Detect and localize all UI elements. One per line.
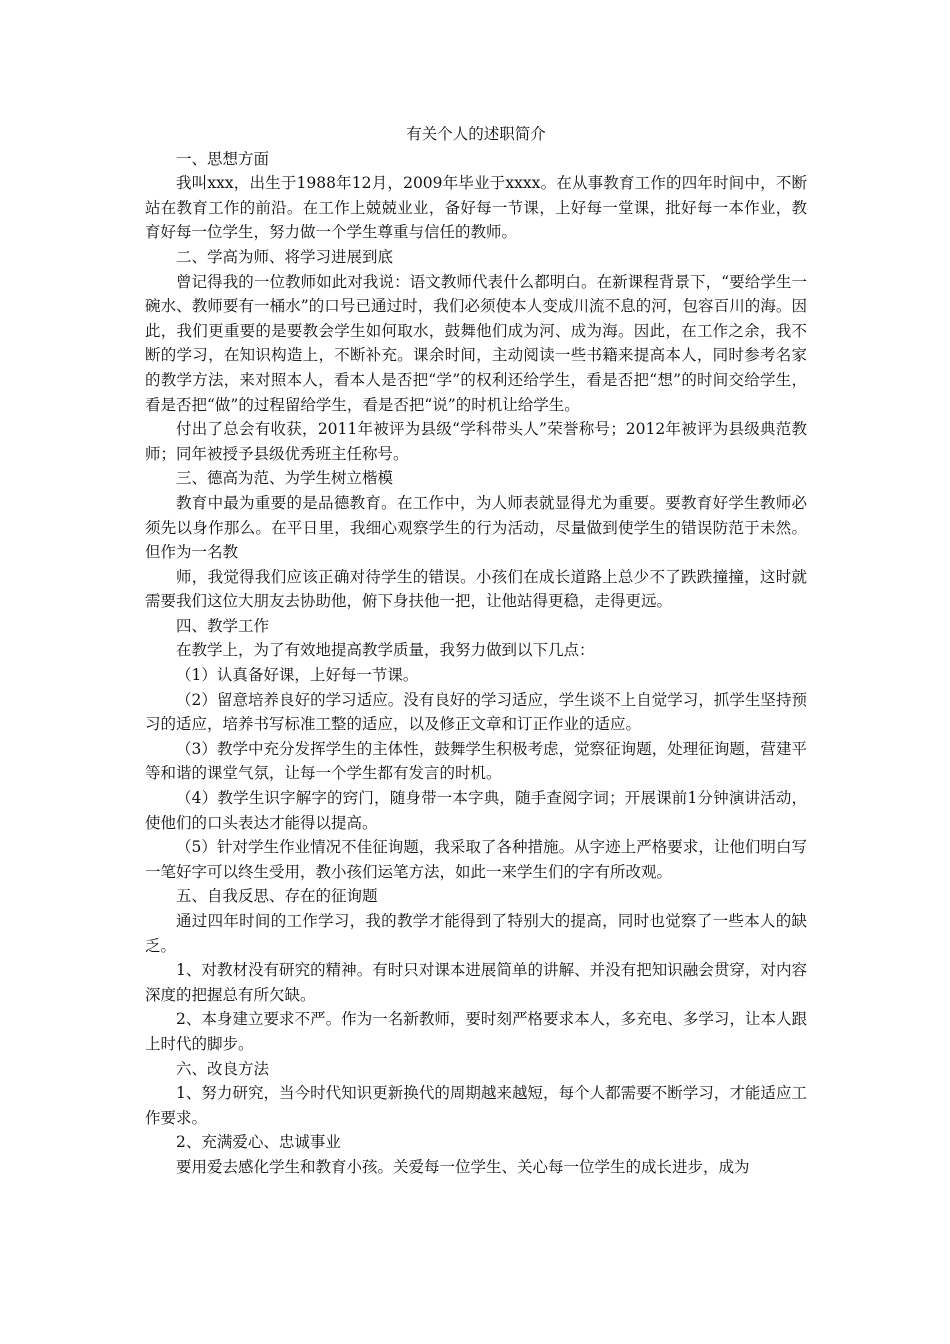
section-heading: 一、思想方面	[176, 149, 270, 168]
paragraph: 师，我觉得我们应该正确对待学生的错误。小孩们在成长道路上总少不了跌跌撞撞，这时就需要我们这位大朋友去协助他，俯下身扶他一把，让他站得更稳，走得更远。	[145, 567, 807, 611]
list-item: （4）教学生识字解字的窍门，随身带一本字典，随手查阅字词；开展课前1分钟演讲活动，使他们的口头表达才能得以提高。	[145, 789, 807, 832]
list-item: （2）留意培养良好的学习适应。没有良好的学习适应，学生谈不上自觉学习，抓学生坚持预习的适应，培养书写标准工整的适应，以及修正文章和订正作业的适应。	[145, 690, 807, 734]
paragraph: 要用爱去感化学生和教育小孩。关爱每一位学生、关心每一位学生的成长进步，成为	[176, 1157, 750, 1176]
paragraph: 我叫xxx，出生于1988年12月，2009年毕业于xxxx。在从事教育工作的四年时间中，不断站在教育工作的前沿。在工作上兢兢业业，备好每一节课，上好每一堂课，批好每一本作业，教育好每一位学生，努力做一个学生尊重与信任的教师。	[145, 174, 807, 242]
list-item: （3）教学中充分发挥学生的主体性，鼓舞学生积极考虑，觉察征询题，处理征询题，营建平等和谐的课堂气氛，让每一个学生都有发言的时机。	[145, 739, 807, 783]
section-heading: 三、德高为范、为学生树立楷模	[176, 469, 394, 488]
paragraph: 付出了总会有收获，2011年被评为县级“学科带头人”荣誉称号；2012年被评为县级典范教师；同年被授予县级优秀班主任称号。	[145, 420, 807, 463]
section-heading: 五、自我反思、存在的征询题	[176, 887, 378, 906]
paragraph: 2、本身建立要求不严。作为一名新教师，要时刻严格要求本人，多充电、多学习，让本人跟上时代的脚步。	[145, 1010, 807, 1053]
paragraph: 教育中最为重要的是品德教育。在工作中，为人师表就显得尤为重要。要教育好学生教师必须先以身作那么。在平日里，我细心观察学生的行为活动，尽量做到使学生的错误防范于未然。但作为一名教	[145, 493, 807, 562]
paragraph: 1、对教材没有研究的精神。有时只对课本进展简单的讲解、并没有把知识融会贯穿，对内容深度的把握总有所欠缺。	[145, 961, 807, 1004]
document-title: 有关个人的述职简介	[406, 125, 546, 143]
paragraph: 通过四年时间的工作学习，我的教学才能得到了特别大的提高，同时也觉察了一些本人的缺乏。	[145, 912, 807, 955]
paragraph: 曾记得我的一位教师如此对我说：语文教师代表什么都明白。在新课程背景下，“要给学生一碗水、教师要有一桶水”的口号已通过时，我们必须使本人变成川流不息的河，包容百川的海。因此，我们更重要的是要教会学生如何取水，鼓舞他们成为河、成为海。因此，在工作之余，我不断的学习，在知识构造上，不断补充。课余时间，主动阅读一些书籍来提高本人，同时参考名家的教学方法，来对照本人，看本人是否把“学”的权利还给学生，看是否把“想”的时间交给学生，看是否把“做”的过程留给学生，看是否把“说”的时机让给学生。	[145, 272, 807, 414]
list-item: （5）针对学生作业情况不佳征询题，我采取了各种措施。从字迹上严格要求，让他们明白写一笔好字可以终生受用，教小孩们运笔方法，如此一来学生们的字有所改观。	[145, 838, 807, 881]
section-heading: 六、改良方法	[176, 1059, 270, 1078]
section-heading: 四、教学工作	[176, 616, 270, 635]
paragraph: 1、努力研究，当今时代知识更新换代的周期越来越短，每个人都需要不断学习，才能适应工作要求。	[145, 1084, 807, 1127]
document-blocks	[145, 147, 807, 1180]
document-body	[145, 122, 807, 1180]
paragraph: 在教学上，为了有效地提高教学质量，我努力做到以下几点：	[176, 641, 595, 660]
list-item: （1）认真备好课，上好每一节课。	[176, 666, 419, 685]
section-heading: 二、学高为师、将学习进展到底	[176, 247, 394, 266]
paragraph: 2、充满爱心、忠诚事业	[176, 1133, 341, 1152]
